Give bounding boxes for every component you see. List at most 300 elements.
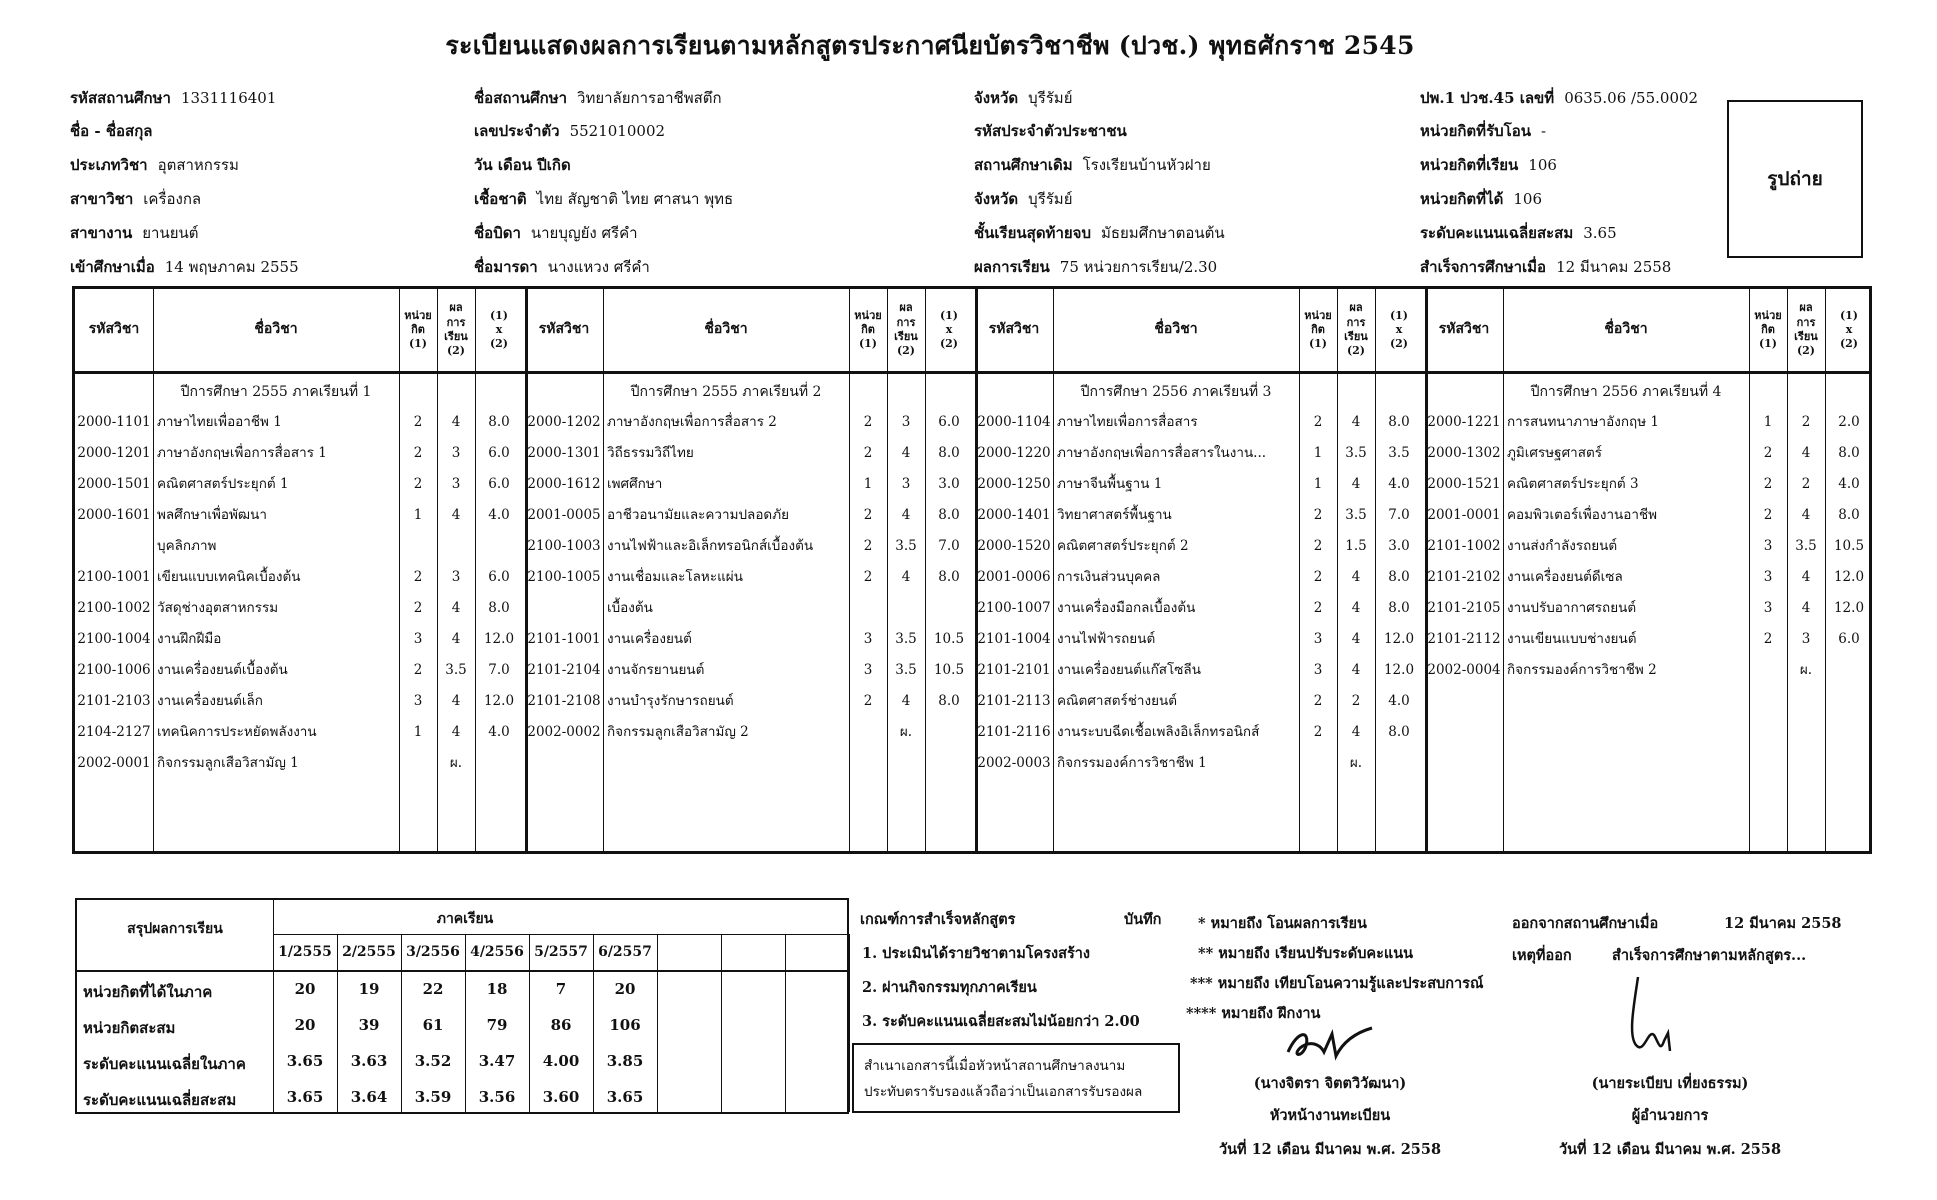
course-name: ภาษาไทยเพื่ออาชีพ 1	[157, 414, 282, 430]
grade-points: 8.0	[488, 414, 510, 430]
course-name: งานเครื่องยนต์เล็ก	[157, 693, 263, 709]
credit	[399, 531, 437, 561]
column-header-code: รหัสวิชา	[538, 321, 590, 338]
credit: 3	[1313, 631, 1323, 647]
field-label: หน่วยกิตที่รับโอน	[1420, 122, 1531, 140]
grade-points: 8.0	[938, 569, 960, 585]
column-header-code: รหัสวิชา	[988, 321, 1040, 338]
criteria-item: 1. ประเมินได้รายวิชาตามโครงสร้าง	[862, 945, 1090, 962]
course-name: งานส่งกำลังรถยนต์	[1507, 538, 1618, 554]
leaving-date: 12 มีนาคม 2558	[1724, 915, 1842, 932]
grade: ผ.	[1799, 662, 1813, 678]
summary-value: 4.00	[542, 1052, 580, 1070]
credit: 2	[863, 538, 873, 554]
field-value: ยานยนต์	[142, 224, 199, 242]
signer-1-name: (นางจิตรา จิตตวิวัฒนา)	[1253, 1075, 1407, 1092]
field-value: 14 พฤษภาคม 2555	[164, 258, 299, 276]
credit	[399, 748, 437, 778]
grade	[437, 531, 475, 561]
field-label: ผลการเรียน	[974, 258, 1050, 276]
course-name: ภาษาอังกฤษเพื่อการสื่อสาร 1	[157, 445, 327, 461]
column-header-credit: หน่วย กิต (1)	[1754, 308, 1782, 351]
grade: 1.5	[1345, 538, 1367, 554]
credit: 3	[1763, 538, 1773, 554]
summary-value: 3.85	[606, 1052, 644, 1070]
grade-points: 3.0	[938, 476, 960, 492]
field-label: รหัสสถานศึกษา	[70, 89, 171, 107]
grade: 4	[451, 631, 461, 647]
course-code: 2002-0002	[527, 724, 601, 740]
credit: 2	[1763, 476, 1773, 492]
credit: 2	[1763, 445, 1773, 461]
header-divider	[75, 371, 1869, 374]
course-name: ภูมิเศรษฐศาสตร์	[1507, 445, 1602, 461]
course-name: งานปรับอากาศรถยนต์	[1507, 600, 1637, 616]
grade-points: 8.0	[938, 693, 960, 709]
credit: 1	[1313, 445, 1323, 461]
grade: 4	[901, 693, 911, 709]
column-divider	[603, 289, 604, 851]
grade-points: 12.0	[483, 693, 515, 709]
course-name: งานเครื่องมือกลเบื้องต้น	[1057, 600, 1196, 616]
header-field	[70, 187, 201, 211]
field-value: 3.65	[1583, 224, 1617, 242]
grade-points: 3.0	[1388, 538, 1410, 554]
course-code: 2101-2101	[977, 662, 1051, 678]
course-name: พลศึกษาเพื่อพัฒนา	[157, 507, 267, 523]
course-name: คณิตศาสตร์ประยุกต์ 1	[157, 476, 289, 492]
grade: 4	[1351, 724, 1361, 740]
grade-points: 6.0	[488, 569, 510, 585]
column-header-product: (1) x (2)	[939, 308, 959, 351]
header-field	[1420, 255, 1671, 279]
credit: 3	[413, 693, 423, 709]
credit: 3	[413, 631, 423, 647]
credit: 1	[863, 476, 873, 492]
grade-points: 6.0	[1838, 631, 1860, 647]
credit: 1	[1313, 476, 1323, 492]
course-name: การเงินส่วนบุคคล	[1057, 569, 1161, 585]
grade-points: 4.0	[488, 507, 510, 523]
photo-label: รูปถ่าย	[1767, 168, 1823, 190]
credit	[849, 593, 887, 623]
course-name: วิทยาศาสตร์พื้นฐาน	[1057, 507, 1172, 523]
summary-term-header: ภาคเรียน	[436, 911, 494, 927]
course-name: คณิตศาสตร์ประยุกต์ 3	[1507, 476, 1639, 492]
grade-points	[1825, 655, 1873, 685]
course-code: 2101-2116	[977, 724, 1051, 740]
credit: 1	[413, 507, 423, 523]
grade: ผ.	[449, 755, 463, 771]
term-label: 6/2557	[598, 944, 652, 960]
column-header-grade: ผล การ เรียน (2)	[894, 301, 918, 358]
course-code: 2100-1004	[77, 631, 151, 647]
semester-heading: ปีการศึกษา 2556 ภาคเรียนที่ 3	[1080, 384, 1272, 400]
summary-row-label: หน่วยกิตสะสม	[83, 1019, 176, 1037]
grade: 4	[1801, 445, 1811, 461]
column-divider	[153, 289, 154, 851]
header-field	[974, 187, 1072, 211]
field-label: ชื่อบิดา	[474, 224, 521, 242]
header-field	[1420, 153, 1557, 177]
grade: 3.5	[445, 662, 467, 678]
header-field	[474, 86, 722, 110]
grade-table	[72, 286, 1872, 854]
course-code: 2000-1612	[527, 476, 601, 492]
grade: 3	[901, 476, 911, 492]
credit: 2	[863, 414, 873, 430]
grade-points: 10.5	[933, 662, 965, 678]
certification-note: สำเนาเอกสารนี้เมื่อหัวหน้าสถานศึกษาลงนาม ประทับตรารับรองแล้วถือว่าเป็นเอกสารรับรองผล	[852, 1043, 1180, 1113]
grade: 4	[1351, 600, 1361, 616]
signer-2-date: วันที่ 12 เดือน มีนาคม พ.ศ. 2558	[1558, 1141, 1782, 1158]
grade-points	[925, 593, 973, 623]
grade-points: 8.0	[1388, 569, 1410, 585]
course-code: 2002-0004	[1427, 662, 1501, 678]
course-name: ภาษาจีนพื้นฐาน 1	[1057, 476, 1163, 492]
course-name: เทคนิคการประหยัดพลังงาน	[157, 724, 317, 740]
signer-2-position: ผู้อำนวยการ	[1631, 1107, 1709, 1124]
course-code: 2101-2113	[977, 693, 1051, 709]
summary-column-divider	[657, 934, 658, 1112]
credit: 2	[413, 476, 423, 492]
course-name: กิจกรรมลูกเสือวิสามัญ 1	[157, 755, 299, 771]
course-name: เขียนแบบเทคนิคเบื้องต้น	[157, 569, 301, 585]
course-code: 2000-1101	[77, 414, 151, 430]
field-value: 12 มีนาคม 2558	[1556, 258, 1672, 276]
header-field	[70, 153, 239, 177]
grade: 3.5	[895, 631, 917, 647]
course-code: 2000-1302	[1427, 445, 1501, 461]
course-code: 2000-1401	[977, 507, 1051, 523]
course-name: การสนทนาภาษาอังกฤษ 1	[1507, 414, 1659, 430]
column-header-name: ชื่อวิชา	[1604, 321, 1648, 338]
summary-value: 79	[486, 1016, 508, 1034]
grade-points: 4.0	[1388, 693, 1410, 709]
course-code: 2000-1104	[977, 414, 1051, 430]
field-label: เลขประจำตัว	[474, 122, 560, 140]
grade: 3.5	[1345, 507, 1367, 523]
grade: ผ.	[899, 724, 913, 740]
grade-points: 3.5	[1388, 445, 1410, 461]
grade-points: 10.5	[1833, 538, 1865, 554]
header-field	[1420, 221, 1617, 245]
summary-column-divider	[273, 900, 274, 1112]
signer-2-name: (นายระเบียบ เที่ยงธรรม)	[1591, 1075, 1749, 1092]
signer-1-position: หัวหน้างานทะเบียน	[1269, 1107, 1391, 1124]
field-label: สาขาวิชา	[70, 190, 134, 208]
header-field	[70, 86, 276, 110]
field-label: รหัสประจำตัวประชาชน	[974, 122, 1127, 140]
field-label: จังหวัด	[974, 190, 1019, 208]
grade: 4	[1801, 569, 1811, 585]
course-name: เพศศึกษา	[607, 476, 663, 492]
legend-item: * หมายถึง โอนผลการเรียน	[1198, 915, 1367, 932]
legend-item: ** หมายถึง เรียนปรับระดับคะแนน	[1198, 945, 1414, 962]
column-header-grade: ผล การ เรียน (2)	[1344, 301, 1368, 358]
grade-points: 12.0	[1833, 600, 1865, 616]
column-divider	[1053, 289, 1054, 851]
course-code: 2001-0006	[977, 569, 1051, 585]
course-code: 2001-0005	[527, 507, 601, 523]
course-code: 2100-1006	[77, 662, 151, 678]
term-label: 1/2555	[278, 944, 332, 960]
field-label: เชื้อชาติ	[474, 190, 527, 208]
course-code: 2000-1201	[77, 445, 151, 461]
field-value: มัธยมศึกษาตอนต้น	[1100, 224, 1225, 242]
summary-value: 3.65	[286, 1052, 324, 1070]
field-label: ชื่อมารดา	[474, 258, 538, 276]
field-value: 1331116401	[180, 89, 277, 107]
summary-value: 19	[358, 980, 380, 998]
summary-table	[75, 898, 849, 1114]
grade: 4	[1351, 476, 1361, 492]
grade: 3.5	[1345, 445, 1367, 461]
course-code: 2101-2104	[527, 662, 601, 678]
summary-value: 3.59	[414, 1088, 452, 1106]
header-field	[974, 255, 1217, 279]
grade: 4	[1351, 662, 1361, 678]
course-code: 2101-1004	[977, 631, 1051, 647]
grade-points: 4.0	[488, 724, 510, 740]
course-code: 2100-1003	[527, 538, 601, 554]
field-value: อุตสาหกรรม	[157, 156, 239, 174]
course-name: งานเขียนแบบช่างยนต์	[1507, 631, 1637, 647]
grade: 3.5	[1795, 538, 1817, 554]
credit: 2	[413, 600, 423, 616]
summary-value: 3.56	[478, 1088, 516, 1106]
field-label: ปพ.1 ปวช.45 เลขที่	[1420, 89, 1555, 107]
course-name: ภาษาอังกฤษเพื่อการสื่อสารในงาน...	[1057, 445, 1267, 461]
column-header-code: รหัสวิชา	[88, 321, 140, 338]
grade: 4	[451, 724, 461, 740]
semester-heading: ปีการศึกษา 2555 ภาคเรียนที่ 1	[180, 384, 372, 400]
grade: 4	[901, 445, 911, 461]
column-header-product: (1) x (2)	[1389, 308, 1409, 351]
grade-points: 4.0	[1838, 476, 1860, 492]
grade-points: 10.5	[933, 631, 965, 647]
credit: 2	[863, 507, 873, 523]
course-code: 2000-1520	[977, 538, 1051, 554]
signer-1-date: วันที่ 12 เดือน มีนาคม พ.ศ. 2558	[1218, 1141, 1442, 1158]
term-label: 4/2556	[470, 944, 524, 960]
grade-points: 7.0	[938, 538, 960, 554]
credit: 2	[863, 569, 873, 585]
header-field	[974, 86, 1072, 110]
summary-value: 39	[358, 1016, 380, 1034]
header-field	[474, 119, 665, 143]
signature-2-icon	[1618, 975, 1698, 1065]
grade: 3	[1801, 631, 1811, 647]
course-code: 2101-2103	[77, 693, 151, 709]
credit: 2	[1313, 600, 1323, 616]
field-value: นางแหวง ศรีคำ	[547, 258, 650, 276]
column-header-grade: ผล การ เรียน (2)	[444, 301, 468, 358]
header-field	[474, 255, 650, 279]
credit: 2	[413, 445, 423, 461]
grade: 4	[1351, 414, 1361, 430]
photo-box	[1727, 100, 1863, 258]
course-name: งานระบบฉีดเชื้อเพลิงอิเล็กทรอนิกส์	[1057, 724, 1260, 740]
grade: 4	[451, 414, 461, 430]
credit: 2	[413, 662, 423, 678]
grade-points	[925, 717, 973, 747]
credit: 3	[863, 662, 873, 678]
legend-item: *** หมายถึง เทียบโอนความรู้และประสบการณ์	[1190, 975, 1484, 992]
header-field	[1420, 86, 1698, 110]
grade: 2	[1801, 414, 1811, 430]
summary-column-divider	[785, 934, 786, 1112]
grade-points: 7.0	[1388, 507, 1410, 523]
grade-points	[1375, 748, 1423, 778]
course-code: 2100-1002	[77, 600, 151, 616]
credit: 2	[863, 445, 873, 461]
summary-value: 20	[294, 980, 316, 998]
credit	[849, 717, 887, 747]
course-name: เบื้องต้น	[607, 600, 653, 616]
grade-points	[475, 531, 523, 561]
column-header-name: ชื่อวิชา	[254, 321, 298, 338]
grade-points: 7.0	[488, 662, 510, 678]
field-value: 0635.06 /55.0002	[1564, 89, 1699, 107]
grade: 3	[451, 569, 461, 585]
field-value: -	[1540, 122, 1547, 140]
grade: 4	[451, 507, 461, 523]
header-field	[474, 221, 638, 245]
grade-points: 12.0	[1833, 569, 1865, 585]
column-header-credit: หน่วย กิต (1)	[854, 308, 882, 351]
reason-label: เหตุที่ออก	[1512, 947, 1572, 964]
summary-title: สรุปผลการเรียน	[127, 921, 223, 937]
grade: 3	[901, 414, 911, 430]
credit: 2	[1313, 507, 1323, 523]
course-name: คอมพิวเตอร์เพื่องานอาชีพ	[1507, 507, 1658, 523]
header-field	[474, 187, 733, 211]
field-value: โรงเรียนบ้านหัวฝาย	[1082, 156, 1211, 174]
credit: 2	[1763, 631, 1773, 647]
credit	[1299, 748, 1337, 778]
field-value: เครื่องกล	[143, 190, 202, 208]
field-value: 5521010002	[569, 122, 666, 140]
header-field	[1420, 187, 1542, 211]
field-label: ชั้นเรียนสุดท้ายจบ	[974, 224, 1091, 242]
grade-points	[475, 748, 523, 778]
summary-value: 3.65	[286, 1088, 324, 1106]
summary-value: 22	[422, 980, 444, 998]
credit	[1749, 655, 1787, 685]
course-code: 2000-1601	[77, 507, 151, 523]
course-code: 2101-1002	[1427, 538, 1501, 554]
credit: 1	[413, 724, 423, 740]
note-label: บันทึก	[1124, 911, 1162, 928]
summary-value: 86	[550, 1016, 572, 1034]
column-header-name: ชื่อวิชา	[704, 321, 748, 338]
course-code: 2001-0001	[1427, 507, 1501, 523]
summary-value: 3.47	[478, 1052, 516, 1070]
column-header-credit: หน่วย กิต (1)	[404, 308, 432, 351]
grade-points: 6.0	[488, 476, 510, 492]
grade-points: 8.0	[1388, 414, 1410, 430]
signature-1-icon	[1280, 1022, 1380, 1068]
summary-value: 7	[555, 980, 567, 998]
semester-heading: ปีการศึกษา 2556 ภาคเรียนที่ 4	[1530, 384, 1722, 400]
course-name: งานเครื่องยนต์ดีเซล	[1507, 569, 1623, 585]
credit: 2	[413, 414, 423, 430]
course-code: 2000-1202	[527, 414, 601, 430]
term-label: 3/2556	[406, 944, 460, 960]
criteria-item: 2. ผ่านกิจกรรมทุกภาคเรียน	[862, 979, 1037, 996]
field-label: ประเภทวิชา	[70, 156, 148, 174]
course-code: 2101-2108	[527, 693, 601, 709]
course-code: 2101-1001	[527, 631, 601, 647]
credit: 2	[1763, 507, 1773, 523]
field-label: หน่วยกิตที่ได้	[1420, 190, 1504, 208]
summary-column-divider	[849, 934, 850, 1112]
criteria-title: เกณฑ์การสำเร็จหลักสูตร	[860, 911, 1016, 928]
legend-item: **** หมายถึง ฝึกงาน	[1186, 1005, 1321, 1022]
credit: 2	[1313, 693, 1323, 709]
course-name: งานบำรุงรักษารถยนต์	[607, 693, 734, 709]
column-header-product: (1) x (2)	[1839, 308, 1859, 351]
grade: 2	[1801, 476, 1811, 492]
course-name: งานไฟฟ้าและอิเล็กทรอนิกส์เบื้องต้น	[607, 538, 814, 554]
summary-column-divider	[721, 934, 722, 1112]
course-name: ภาษาไทยเพื่อการสื่อสาร	[1057, 414, 1198, 430]
course-name: คณิตศาสตร์ช่างยนต์	[1057, 693, 1177, 709]
summary-row-label: หน่วยกิตที่ได้ในภาค	[83, 983, 213, 1001]
course-code: 2002-0001	[77, 755, 151, 771]
summary-value: 20	[614, 980, 636, 998]
term-label: 5/2557	[534, 944, 588, 960]
credit: 2	[1313, 414, 1323, 430]
field-value: 106	[1513, 190, 1542, 208]
header-field	[974, 221, 1225, 245]
field-value: นายบุญยัง ศรีคำ	[530, 224, 638, 242]
grade-points: 12.0	[1383, 662, 1415, 678]
grade-points: 6.0	[488, 445, 510, 461]
field-label: ระดับคะแนนเฉลี่ยสะสม	[1420, 224, 1574, 242]
header-field	[70, 119, 162, 143]
course-name: กิจกรรมองค์การวิชาชีพ 1	[1057, 755, 1207, 771]
grade: 3	[451, 476, 461, 492]
credit: 2	[1313, 569, 1323, 585]
field-value: บุรีรัมย์	[1028, 190, 1073, 208]
field-label: เข้าศึกษาเมื่อ	[70, 258, 155, 276]
course-code: 2101-2112	[1427, 631, 1501, 647]
field-label: จังหวัด	[974, 89, 1019, 107]
field-label: วัน เดือน ปีเกิด	[474, 156, 571, 174]
course-code	[75, 531, 153, 561]
grade: 3	[451, 445, 461, 461]
credit: 3	[1763, 569, 1773, 585]
grade: 4	[451, 600, 461, 616]
course-code: 2100-1001	[77, 569, 151, 585]
field-label: สำเร็จการศึกษาเมื่อ	[1420, 258, 1547, 276]
field-label: หน่วยกิตที่เรียน	[1420, 156, 1519, 174]
summary-value: 61	[422, 1016, 444, 1034]
grade: 4	[1801, 507, 1811, 523]
grade-points: 12.0	[483, 631, 515, 647]
grade-points: 8.0	[488, 600, 510, 616]
course-name: คณิตศาสตร์ประยุกต์ 2	[1057, 538, 1189, 554]
credit: 2	[413, 569, 423, 585]
grade: 4	[1351, 631, 1361, 647]
header-field	[974, 119, 1137, 143]
reason-value: สำเร็จการศึกษาตามหลักสูตร...	[1612, 947, 1807, 964]
field-value: ไทย สัญชาติ ไทย ศาสนา พุทธ	[536, 190, 734, 208]
field-label: สาขางาน	[70, 224, 133, 242]
grade: 3.5	[895, 538, 917, 554]
